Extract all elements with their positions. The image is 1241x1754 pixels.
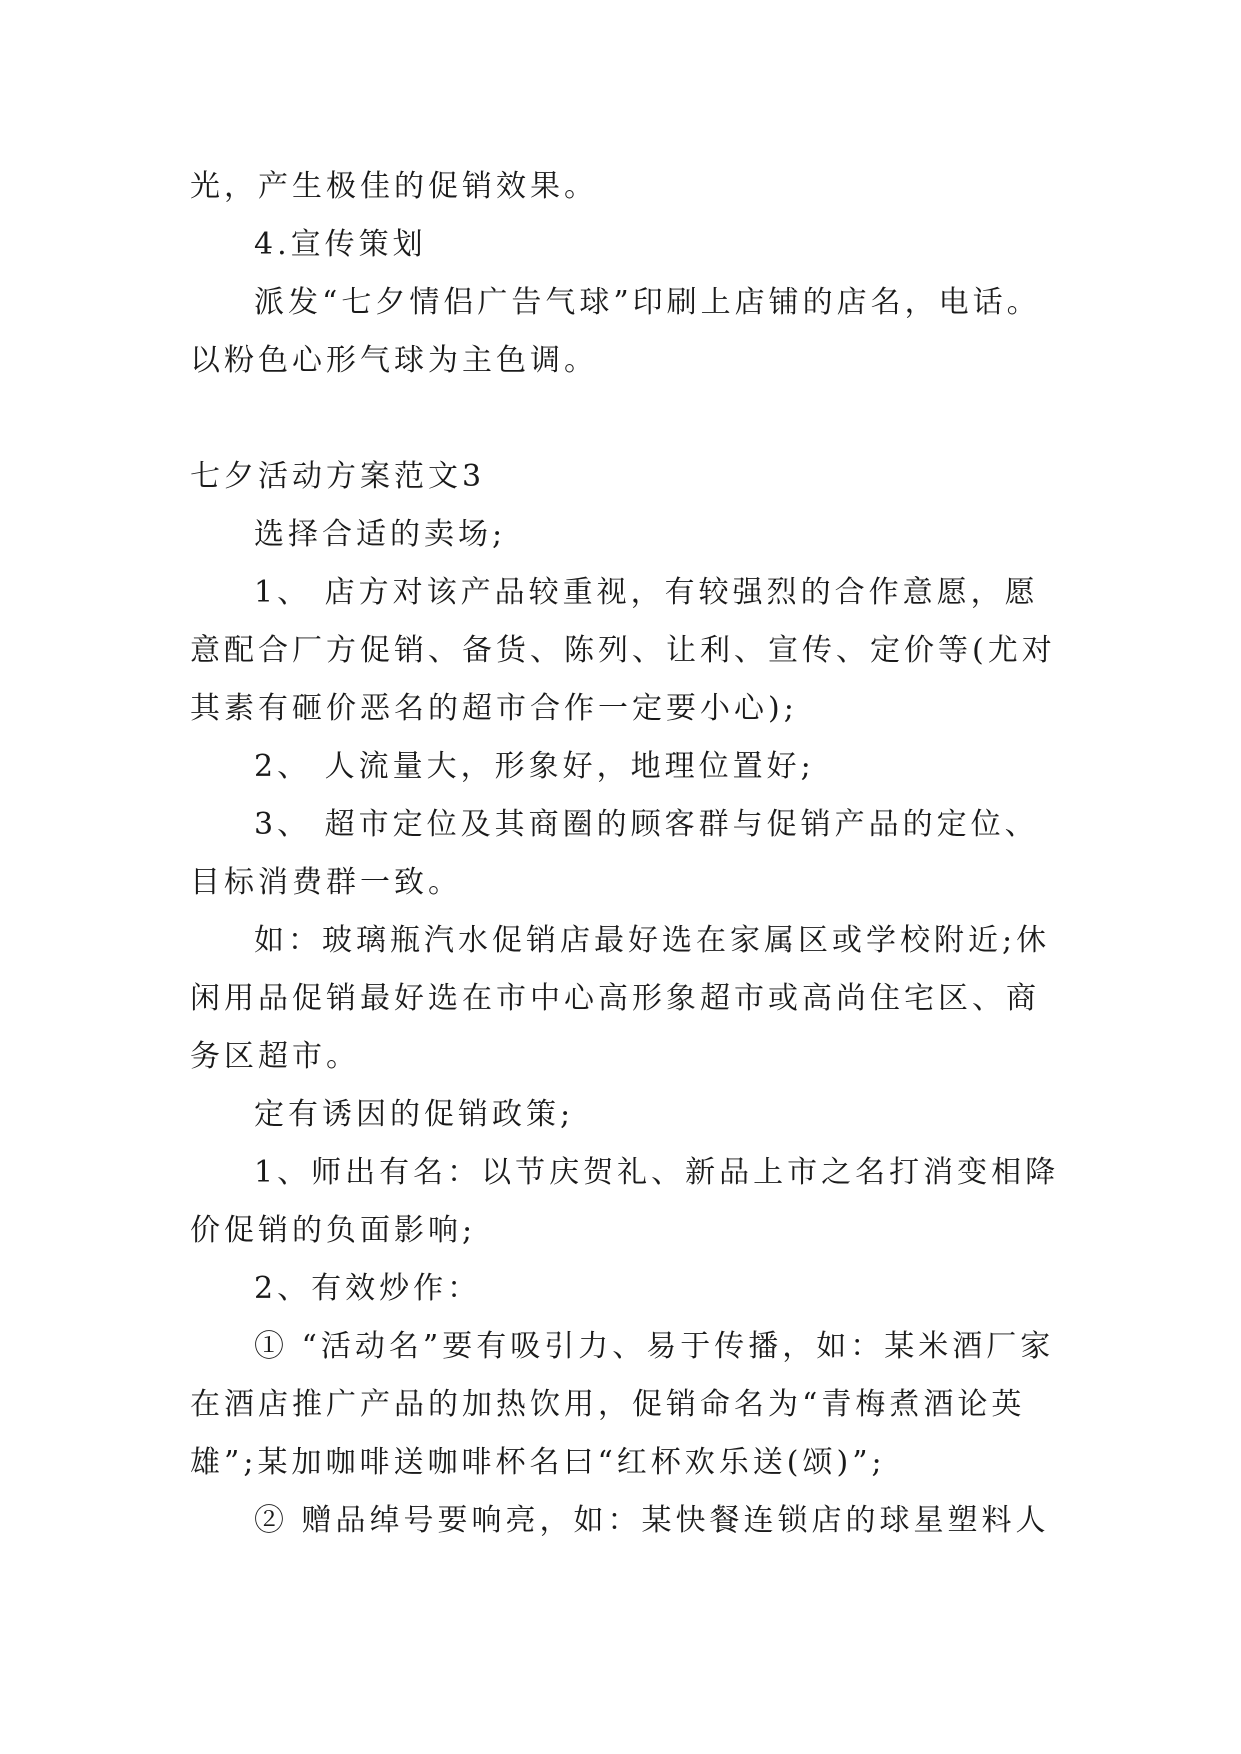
sub-item-1: ① “活动名”要有吸引力、易于传播，如：某米酒厂家在酒店推广产品的加热饮用，促销命名为“青梅煮酒论英雄”;某加咖啡送咖啡杯名曰“红杯欢乐送(颂)”; [190,1329,1055,1480]
list-item-hype: 2、有效炒作： [254,1271,482,1306]
paragraph-balloons: 派发“七夕情侣广告气球”印刷上店铺的店名，电话。以粉色心形气球为主色调。 [190,285,1041,378]
document-body [190,158,1070,1550]
section-gap [190,390,1070,448]
paragraph-example: 如：玻璃瓶汽水促销店最好选在家属区或学校附近;休闲用品促销最好选在市中心高形象超市或高尚住宅区、商务区超市。 [190,923,1051,1074]
sub-item-2: ② 赠品绰号要响亮，如：某快餐连锁店的球星塑料人 [254,1503,1050,1538]
list-item-2: 2、 人流量大，形象好，地理位置好; [254,749,815,784]
paragraph-choose-store: 选择合适的卖场; [254,517,507,552]
section-heading: 七夕活动方案范文3 [190,459,486,494]
paragraph-continuation: 光，产生极佳的促销效果。 [190,169,598,204]
list-item-justified: 1、师出有名：以节庆贺礼、新品上市之名打消变相降价促销的负面影响; [190,1155,1060,1248]
list-item-3: 3、 超市定位及其商圈的顾客群与促销产品的定位、目标消费群一致。 [190,807,1039,900]
paragraph-promo-policy: 定有诱因的促销政策; [254,1097,575,1132]
list-item-1: 1、 店方对该产品较重视，有较强烈的合作意愿，愿意配合厂方促销、备货、陈列、让利、宣传、定价等(尤对其素有砸价恶名的超市合作一定要小心); [190,575,1056,726]
section-item-4: 4.宣传策划 [254,227,427,262]
